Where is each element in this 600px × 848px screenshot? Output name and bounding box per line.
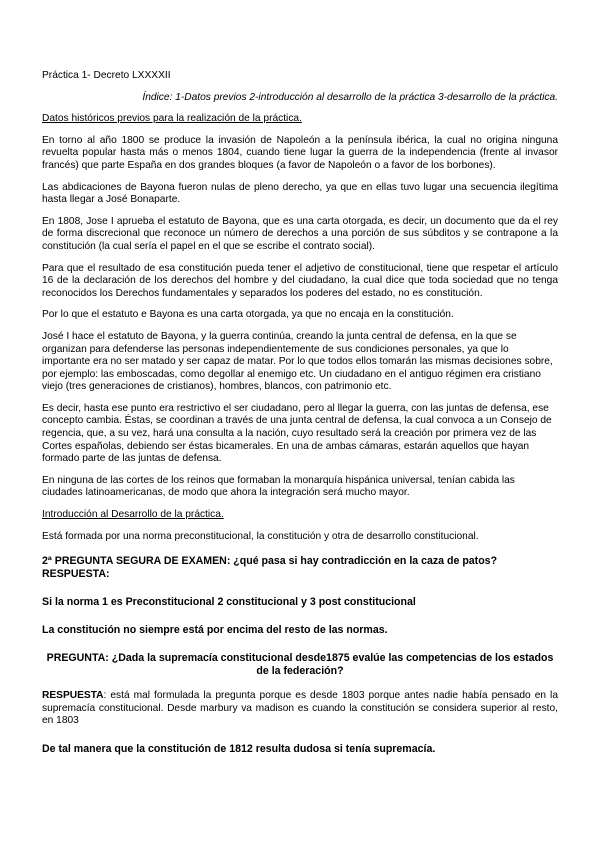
paragraph: En torno al año 1800 se produce la invasión de Napoleón a la península ibérica, la cual no origina ninguna revuelta popular hasta más o menos 1804, cuando tiene lugar la guerra de la independencia (frente al invasor francés) que parte España en dos grandes bloques (a favor de Napoleón o a favor de los borbones).: [42, 134, 558, 171]
paragraph: En ninguna de las cortes de los reinos que formaban la monarquía hispánica universal, tenían cabida las ciudades latinoamericanas, de modo que ahora la integración será mucho mayor.: [42, 474, 515, 499]
section-heading-introduction: Introducción al Desarrollo de la práctica.: [42, 509, 224, 521]
answer-2: [42, 690, 558, 728]
statement-supremacy: La constitución no siempre está por encima del resto de las normas.: [42, 624, 388, 637]
document-page: [42, 70, 558, 756]
document-title: Práctica 1- Decreto LXXXXII: [42, 70, 171, 81]
paragraph: Es decir, hasta ese punto era restrictivo el ser ciudadano, pero al llegar la guerra, con las juntas de defensa, ese concepto cambia. Éstas, se coordinan a través de una junta central de defensa, la cual convoca a un Consejo de regencia, que, a su vez, hará una consulta a la nación, cuyo resultado será la creación por primera vez de las Cortes españolas, debiendo ser éstas bicamerales. En una de ambas cámaras, estarán aquellos que hayan formado parte de las juntas de defensa.: [42, 402, 552, 465]
conclusion: De tal manera que la constitución de 1812 resulta dudosa si tenía supremacía.: [42, 743, 436, 755]
paragraph: En 1808, Jose I aprueba el estatuto de Bayona, que es una carta otorgada, es decir, un documento que da el rey de forma discrecional que reconoce un número de derechos a una porción de sus súbditos y se contrapone a la constitución (la cual sería el papel en el que se escribe el contrato social).: [42, 215, 558, 252]
exam-question-2: PREGUNTA: ¿Dada la supremacía constitucional desde1875 evalúe las competencias de los estados de la federación?: [46, 652, 554, 678]
section-heading-historical-data: Datos históricos previos para la realización de la práctica.: [42, 113, 302, 125]
paragraph: Para que el resultado de esa constitución pueda tener el adjetivo de constitucional, tiene que respetar el artículo 16 de la declaración de los derechos del hombre y del ciudadano, la cual dice que toda sociedad que no tenga reconocidos los Derechos fundamentales y separados los poderes del estado, no es constitución.: [42, 262, 558, 299]
answer-1: Si la norma 1 es Preconstitucional 2 constitucional y 3 post constitucional: [42, 596, 416, 609]
answer-2-label: RESPUESTA: [42, 690, 104, 702]
document-index: Índice: 1-Datos previos 2-introducción al desarrollo de la práctica 3-desarrollo de la práctica.: [142, 91, 558, 103]
paragraph: Por lo que el estatuto e Bayona es una carta otorgada, ya que no encaja en la constitución.: [42, 309, 454, 321]
exam-question-1: 2ª PREGUNTA SEGURA DE EXAMEN: ¿qué pasa si hay contradicción en la caza de patos? RESPUESTA:: [42, 555, 498, 581]
paragraph: José I hace el estatuto de Bayona, y la guerra continúa, creando la junta central de defensa, en la que se organizan para defenderse las personas independientemente de sus condiciones personales, ya que lo importante era no ser matado y ser capaz de matar. Por lo que todos ellos tomarán las mismas decisiones sobre, por ejemplo: las emboscadas, como degollar al enemigo etc. Un ciudadano en el antiguo régimen era cristiano viejo (tres generaciones de cristianos), hombres, blancos, con patrimonio etc.: [42, 330, 553, 393]
introduction-text: Está formada por una norma preconstitucional, la constitución y otra de desarrollo constitucional.: [42, 530, 479, 542]
answer-2-text: : está mal formulada la pregunta porque es desde 1803 porque antes nadie había pensado en la supremacía constitucional. Desde marbury va madison es cuando la constitución se considera superior al resto, en 1803: [42, 690, 558, 727]
paragraph: Las abdicaciones de Bayona fueron nulas de pleno derecho, ya que en ellas tuvo lugar una secuencia ilegítima hasta llegar a José Bonaparte.: [42, 181, 558, 206]
